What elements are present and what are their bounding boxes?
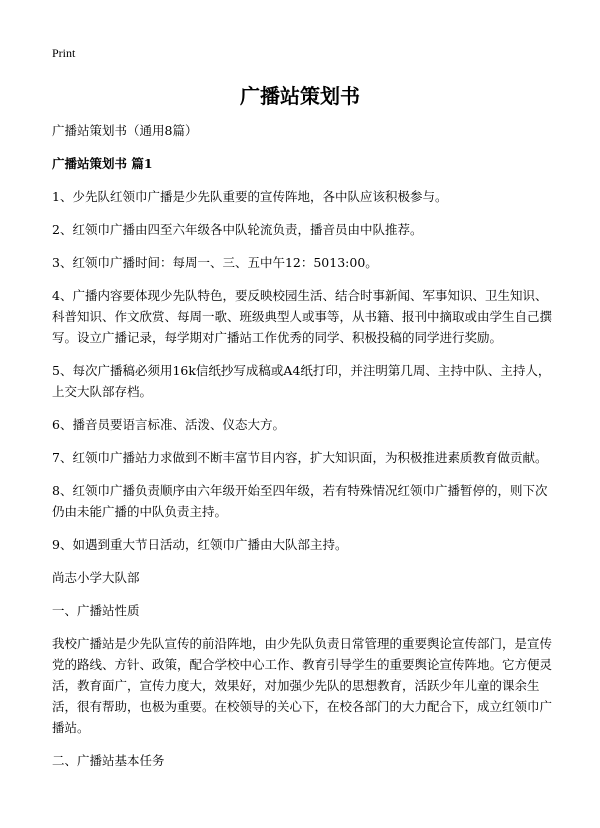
list-item: 1、少先队红领巾广播是少先队重要的宣传阵地，各中队应该积极参与。 [52, 189, 448, 204]
list-item: 6、播音员要语言标准、活泼、仪态大方。 [52, 417, 285, 432]
list-item: 7、红领巾广播站力求做到不断丰富节目内容，扩大知识面，为积极推进素质教育做贡献。 [52, 450, 548, 465]
print-label: Print [52, 46, 76, 60]
document-subtitle: 广播站策划书（通用8篇） [52, 123, 198, 138]
list-item: 9、如遇到重大节日活动，红领巾广播由大队部主持。 [52, 537, 348, 552]
part1-heading: 一、广播站性质 [52, 603, 140, 618]
list-item: 4、广播内容要体现少先队特色，要反映校园生活、结合时事新闻、军事知识、卫生知识、科普知识、作文欣赏、每周一歌、班级典型人或事等，从书籍、报刊中摘取或由学生自己撰写。设立广播记录，每学期对广播站工作优秀的同学、积极投稿的同学进行奖励。 [52, 288, 553, 345]
list-item: 5、每次广播稿必须用16k信纸抄写成稿或A4纸打印，并注明第几周、主持中队、主持人，上交大队部存档。 [52, 363, 551, 399]
list-item: 8、红领巾广播负责顺序由六年级开始至四年级，若有特殊情况红领巾广播暂停的，则下次仍由未能广播的中队负责主持。 [52, 483, 548, 519]
list-item: 3、红领巾广播时间：每周一、三、五中午12：5013:00。 [52, 255, 378, 270]
document-body [52, 120, 552, 783]
signature: 尚志小学大队部 [52, 570, 140, 585]
part1-paragraph: 我校广播站是少先队宣传的前沿阵地，由少先队负责日常管理的重要舆论宣传部门，是宣传党的路线、方针、政策，配合学校中心工作、教育引导学生的重要舆论宣传阵地。它方便灵活，教育面广，宣传力度大，效果好，对加强少先队的思想教育，活跃少年儿童的课余生活，很有帮助，也极为重要。在校领导的关心下，在校各部门的大力配合下，成立红领巾广播站。 [52, 636, 553, 735]
list-item: 2、红领巾广播由四至六年级各中队轮流负责，播音员由中队推荐。 [52, 222, 423, 237]
section-heading: 广播站策划书 篇1 [52, 156, 153, 171]
document-title: 广播站策划书 [240, 84, 360, 108]
part2-heading: 二、广播站基本任务 [52, 753, 165, 768]
